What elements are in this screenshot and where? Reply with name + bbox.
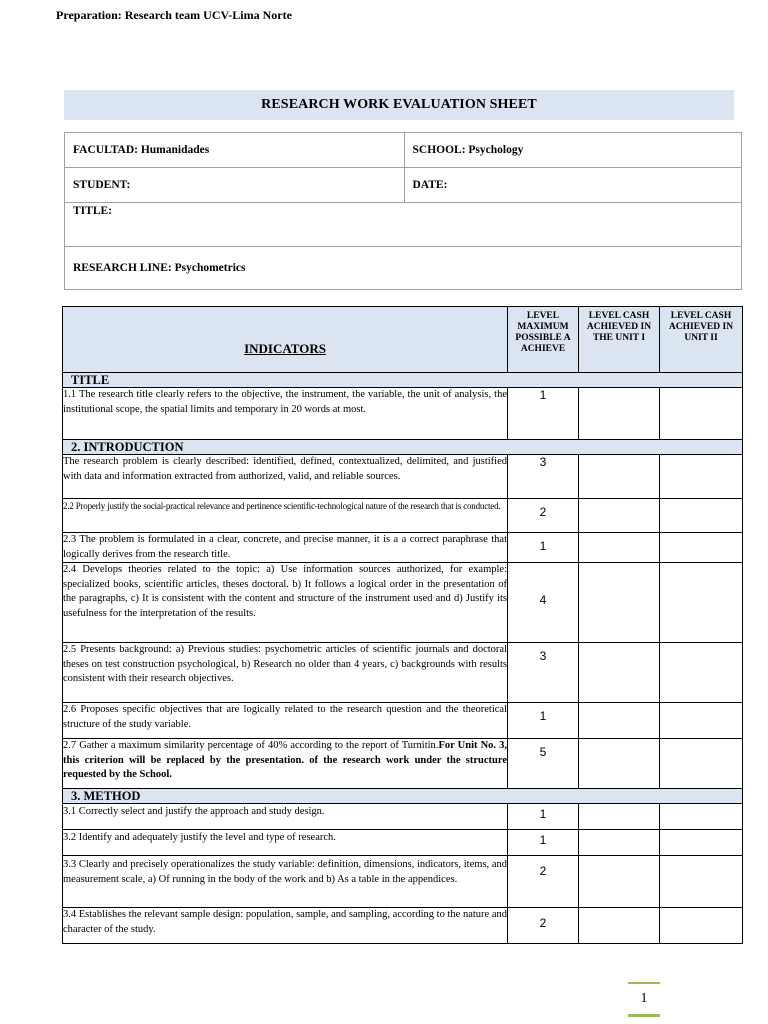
unit2-score-cell[interactable] <box>660 703 743 739</box>
indicator-text: 2.3 The problem is formulated in a clear, concrete, and precise manner, it is a a correct paraphrase that logically derives from the research title. <box>63 533 508 563</box>
indicator-text: 3.3 Clearly and precisely operationalizes the study variable: definition, dimensions, indicators, items, and measurement scale, a) Of running in the body of the work and b) As a table in the appendices. <box>63 856 508 908</box>
table-row <box>63 643 743 703</box>
section-introduction: 2. INTRODUCTION <box>63 440 743 455</box>
table-row <box>63 830 743 856</box>
table-row <box>63 804 743 830</box>
max-score: 1 <box>508 830 579 856</box>
indicator-text: 1.1 The research title clearly refers to the objective, the instrument, the variable, the unit of analysis, the institutional scope, the spatial limits and temporary in 20 words at most. <box>63 388 508 440</box>
table-row <box>63 563 743 643</box>
indicator-text: 2.2 Properly justify the social-practical relevance and pertinence scientific-technological nature of the research that is conducted. <box>63 499 508 533</box>
indicator-text: 3.4 Establishes the relevant sample design: population, sample, and sampling, according to the nature and character of the study. <box>63 908 508 944</box>
max-score: 3 <box>508 455 579 499</box>
title-field: TITLE: <box>65 203 742 247</box>
unit2-score-cell[interactable] <box>660 388 743 440</box>
sheet-title: RESEARCH WORK EVALUATION SHEET <box>64 90 734 120</box>
faculty-field: FACULTAD: Humanidades <box>65 133 405 168</box>
table-row <box>63 739 743 789</box>
unit1-score-cell[interactable] <box>579 739 660 789</box>
page-number: 1 <box>628 982 660 1017</box>
table-row <box>63 388 743 440</box>
max-score: 2 <box>508 908 579 944</box>
max-score: 1 <box>508 388 579 440</box>
unit2-score-cell[interactable] <box>660 499 743 533</box>
unit1-score-cell[interactable] <box>579 533 660 563</box>
section-row <box>63 373 743 388</box>
indicator-text: 3.1 Correctly select and justify the approach and study design. <box>63 804 508 830</box>
table-row <box>63 908 743 944</box>
date-field: DATE: <box>404 168 742 203</box>
indicator-text: 2.5 Presents background: a) Previous studies: psychometric articles of scientific journals and doctoral theses on test construction psychological, b) Research no older than 4 years, c) backgrounds with results consistent with their research objectives. <box>63 643 508 703</box>
unit1-score-cell[interactable] <box>579 563 660 643</box>
info-table <box>64 132 742 290</box>
indicator-text-bold: For Unit No. 3, this criterion will be replaced by the presentation. of the research work under the structure requested by the School. <box>63 740 507 780</box>
max-score: 3 <box>508 643 579 703</box>
unit1-score-cell[interactable] <box>579 703 660 739</box>
indicator-text: 2.6 Proposes specific objectives that are logically related to the research question and the theoretical structure of the study variable. <box>63 703 508 739</box>
table-row <box>63 533 743 563</box>
student-field: STUDENT: <box>65 168 405 203</box>
max-score: 1 <box>508 533 579 563</box>
indicator-text <box>63 739 508 789</box>
section-row <box>63 440 743 455</box>
unit1-score-cell[interactable] <box>579 455 660 499</box>
unit1-score-cell[interactable] <box>579 643 660 703</box>
section-title: TITLE <box>63 373 743 388</box>
max-score: 1 <box>508 703 579 739</box>
indicator-text: The research problem is clearly described: identified, defined, contextualized, delimited, and justified with data and information extracted from authorized, valid, and reliable sources. <box>63 455 508 499</box>
evaluation-table <box>62 306 743 944</box>
unit1-level-header: LEVEL CASH ACHIEVED IN THE UNIT I <box>579 307 660 373</box>
unit2-score-cell[interactable] <box>660 455 743 499</box>
unit1-score-cell[interactable] <box>579 499 660 533</box>
unit2-level-header: LEVEL CASH ACHIEVED IN UNIT II <box>660 307 743 373</box>
school-field: SCHOOL: Psychology <box>404 133 742 168</box>
unit2-score-cell[interactable] <box>660 908 743 944</box>
unit1-score-cell[interactable] <box>579 804 660 830</box>
unit2-score-cell[interactable] <box>660 739 743 789</box>
section-method: 3. METHOD <box>63 789 743 804</box>
unit2-score-cell[interactable] <box>660 830 743 856</box>
indicators-header: INDICATORS <box>63 307 508 373</box>
unit1-score-cell[interactable] <box>579 388 660 440</box>
table-row <box>63 499 743 533</box>
max-score: 2 <box>508 499 579 533</box>
indicator-text: 2.4 Develops theories related to the topic: a) Use information sources authorized, for example: specialized books, scientific articles, theses doctoral. b) It follows a logical order in the presentation of the paragraphs, c) It is consistent with the content and structure of the instrument used and d) Justify its usefulness for the interpretation of the results. <box>63 563 508 643</box>
research-line-field: RESEARCH LINE: Psychometrics <box>65 247 742 290</box>
max-level-header: LEVEL MAXIMUM POSSIBLE A ACHIEVE <box>508 307 579 373</box>
unit2-score-cell[interactable] <box>660 856 743 908</box>
header-text: Preparation: Research team UCV-Lima Norte <box>56 8 292 22</box>
section-row <box>63 789 743 804</box>
table-row <box>63 856 743 908</box>
unit2-score-cell[interactable] <box>660 533 743 563</box>
unit2-score-cell[interactable] <box>660 804 743 830</box>
unit1-score-cell[interactable] <box>579 856 660 908</box>
max-score: 4 <box>508 563 579 643</box>
max-score: 2 <box>508 856 579 908</box>
indicator-text: 3.2 Identify and adequately justify the level and type of research. <box>63 830 508 856</box>
table-row <box>63 703 743 739</box>
unit2-score-cell[interactable] <box>660 643 743 703</box>
table-row <box>63 455 743 499</box>
indicator-text-regular: 2.7 Gather a maximum similarity percentage of 40% according to the report of Turnitin. <box>63 740 439 751</box>
unit1-score-cell[interactable] <box>579 830 660 856</box>
unit2-score-cell[interactable] <box>660 563 743 643</box>
max-score: 1 <box>508 804 579 830</box>
unit1-score-cell[interactable] <box>579 908 660 944</box>
max-score: 5 <box>508 739 579 789</box>
